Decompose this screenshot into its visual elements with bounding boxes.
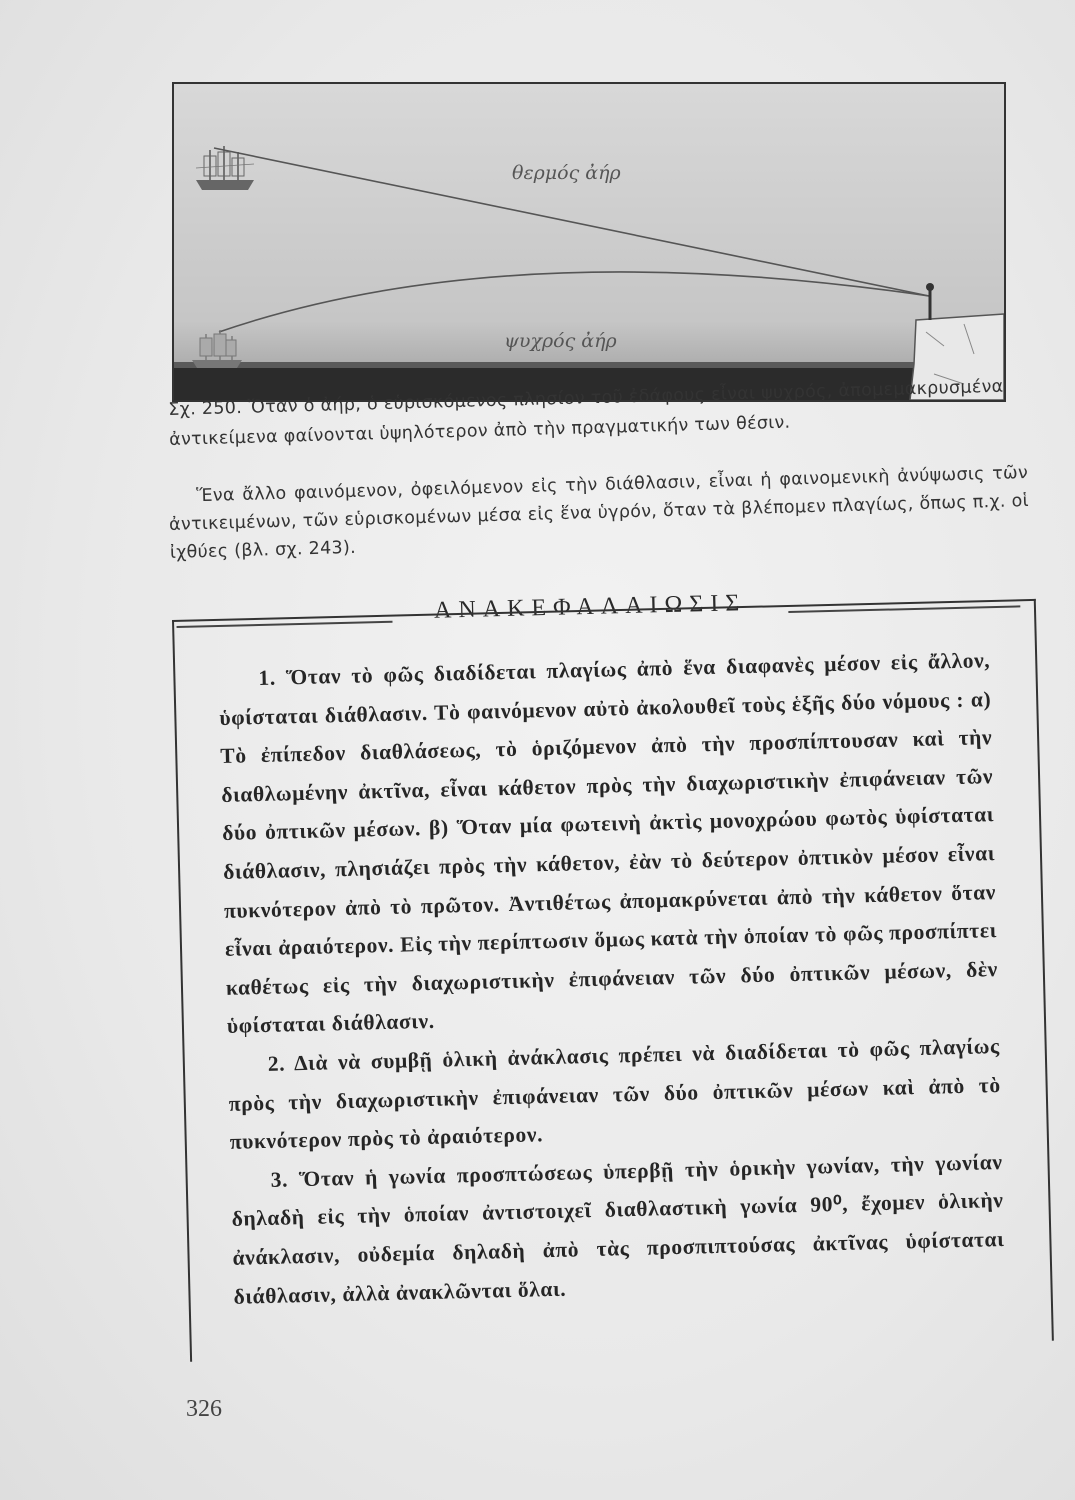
- summary-item-2: 2. Διὰ νὰ συμβῇ ὁλικὴ ἀνάκλασις πρέπει νὰ διαδίδεται τὸ φῶς πλαγίως πρὸς τὴν διαχωριστικὴν ἐπιφάνειαν τῶν δύο ὀπτικῶν μέσων καὶ ἀπὸ τὸ πυκνότερον πρὸς τὸ ἀραιότερον.: [228, 1033, 1001, 1154]
- summary-heading: ΑΝΑΚΕΦΑΛΑΙΩΣΙΣ: [433, 590, 747, 624]
- warm-air-label: θερμός ἀήρ: [512, 162, 621, 184]
- summary-item-3: 3. Ὅταν ἡ γωνία προσπτώσεως ὑπερβῇ τὴν ὁρικὴν γωνίαν, τὴν γωνίαν δηλαδὴ εἰς τὴν ὁποίαν ἀντιστοιχεῖ διαθλαστικὴ γωνία 90⁰, ἔχομεν ὁλικὴν ἀνάκλασιν, οὐδεμία δηλαδὴ ἀπὸ τὰς προσπιπτούσας ἀκτῖνας ὑφίσταται διάθλασιν, ἀλλὰ ἀνακλῶνται ὅλαι.: [231, 1149, 1005, 1309]
- sky-area: [174, 84, 1004, 400]
- mirage-figure: [172, 82, 1006, 402]
- summary-item-1: 1. Ὅταν τὸ φῶς διαδίδεται πλαγίως ἀπὸ ἕνα διαφανὲς μέσον εἰς ἄλλον, ὑφίσταται διάθλασιν. Τὸ φαινόμενον αὐτὸ ἀκολουθεῖ τοὺς ἑξῆς δύο νόμους : α) Τὸ ἐπίπεδον διαθλάσεως, τὸ ὁριζόμενον ἀπὸ τὴν προσπίπτουσαν καὶ τὴν διαθλωμένην ἀκτῖνα, εἶναι κάθετον πρὸς τὴν διαχωριστικὴν ἐπιφάνειαν τῶν δύο ὀπτικῶν μέσων. β) Ὅταν μία φωτεινὴ ἀκτὶς μονοχρώου φωτὸς ὑφίσταται διάθλασιν, πλησιάζει πρὸς τὴν κάθετον, ἐὰν τὸ δεύτερον ὀπτικὸν μέσον εἶναι πυκνότερον ἀπὸ τὸ πρῶτον. Ἀντιθέτως ἀπομακρύνεται ἀπὸ τὴν κάθετον ὅταν εἶναι ἀραιότερον. Εἰς τὴν περίπτωσιν ὅμως κατὰ τὴν ὁποίαν τὸ φῶς προσπίπτει καθέτως εἰς τὴν διαχωριστικὴν ἐπιφάνειαν τῶν δύο ὀπτικῶν μέσων, δὲν ὑφίσταται διάθλασιν.: [219, 648, 999, 1039]
- page-number: 326: [186, 1396, 222, 1422]
- mirage-illustration: [174, 84, 1004, 400]
- horizon-band: [174, 362, 1004, 368]
- summary-text: [218, 641, 1006, 1316]
- cold-air-label: ψυχρός ἀήρ: [504, 330, 617, 352]
- figure-caption: Σχ. 250. Ὅταν ὁ ἀήρ, ὁ εὑρισκόμενος πλησίον τοῦ ἐδάφους εἶναι ψυχρός, ἀπομεμακρυσμένα ἀντικείμενα φαίνονται ὑψηλότερον ἀπὸ τὴν πραγματικήν των θέσιν.: [168, 376, 1004, 450]
- body-paragraph: Ἕνα ἄλλο φαινόμενον, ὀφειλόμενον εἰς τὴν διάθλασιν, εἶναι ἡ φαινομενικὴ ἀνύψωσις τῶν ἀντικειμένων, τῶν εὑρισκομένων μέσα εἰς ἕνα ὑγρόν, ὅταν τὰ βλέπομεν πλαγίως, ὅπως π.χ. οἱ ἰχθύες (βλ. σχ. 243).: [168, 462, 1030, 563]
